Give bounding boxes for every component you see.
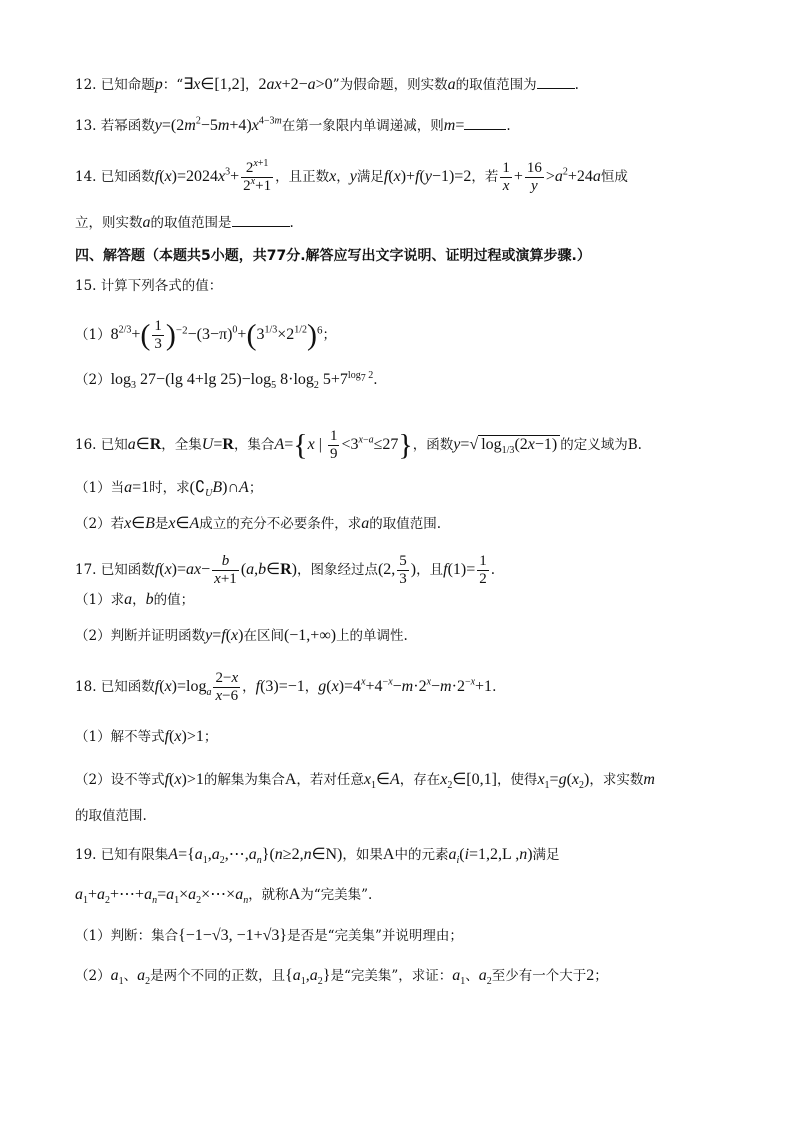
question-18-part1: （1）解不等式f(x)>1； bbox=[75, 728, 218, 745]
question-19: 19. 已知有限集$A=\{a_1,a_2,\cdots,a_n\}(n\ge 2,n\in N)$，如果A中的元素$a_i(i=1,2,L$ ,n)满足 bbox=[75, 846, 560, 867]
question-16-part1: （1）当a=1时，求$(∁_UB)\cap A$； bbox=[75, 479, 263, 500]
fraction: $\frac{2^{x+1}}{2^x+1}$ bbox=[243, 158, 272, 194]
answer-blank bbox=[464, 115, 506, 130]
inequality: 2ax+2−a>0 bbox=[258, 76, 333, 93]
question-12: 12. 已知命题p：“∃x∈[1,2]，2ax+2−a>0”为假命题，则实数a的取值范围为 . bbox=[75, 76, 579, 93]
question-15: 15. 计算下列各式的值： bbox=[75, 278, 223, 294]
power-function: $y=(2m^2-5m+4)x^{4-3m}$ bbox=[154, 115, 282, 134]
question-19-part1: （1）判断：集合{−1−√3, −1+√3}是否是“完美集”并说明理由； bbox=[75, 927, 463, 944]
question-18-part2: （2）设不等式f(x)>1的解集为集合A，若对任意$x_1\in A$，存在$x_2\in[0,1]$，使得$x_1=g(x_2)$，求实数m bbox=[75, 771, 655, 792]
set-A: A= bbox=[274, 436, 294, 453]
answer-blank bbox=[537, 74, 575, 89]
question-17-part1: （1）求a，b的值； bbox=[75, 591, 195, 608]
question-15-part2: $(2)\log_3$ 27−(lg 4+lg $25)-\log_5$ $8\cdot\log_2$ $5+7^{log_7 2}$. bbox=[75, 369, 378, 392]
section-title: 四、解答题（本题共5小题，共77分.解答应写出文字说明、证明过程或演算步骤.） bbox=[75, 248, 591, 264]
question-16: 16. 已知a∈R，全集U=R，集合A={x | $\frac{1}{9}$ $<3^{x-a}\le 27$}，函数y=√ $\log_{1/3}(2x-1)$ 的定义域为B. bbox=[75, 428, 642, 462]
exists-clause: ∃x∈[1,2] bbox=[183, 76, 245, 93]
question-14-cont: 立，则实数a的取值范围是 . bbox=[75, 214, 294, 231]
question-17-part2: （2）判断并证明函数y=f(x)在区间(−1,+∞)上的单调性. bbox=[75, 627, 408, 644]
question-15-part1: $(1)8^{2/3}+$( $\frac{1}{3}$ )$^{-2}-(3-\pi)^0+(3^{1/3}\times 2^{1/2})^6$； bbox=[75, 318, 337, 352]
question-19-def: $a_1+a_2+\cdots+a_n=a_1\times a_2\times\cdots\times a_n$，就称A为“完美集”. bbox=[75, 886, 373, 907]
function-y: y=√ $\log_{1/3}(2x-1)$ bbox=[453, 435, 560, 453]
answer-blank bbox=[232, 212, 290, 227]
question-16-part2: （2）若x∈B是x∈A成立的充分不必要条件，求a的取值范围. bbox=[75, 515, 442, 532]
question-19-part2: $(2)a_1$、$a_2$是两个不同的正数，且$\{a_1,a_2\}$是“完美集”，求证：$a_1$、$a_2$至少有一个大于2； bbox=[75, 967, 608, 988]
question-18-part2-cont: 的取值范围. bbox=[75, 808, 147, 824]
question-14: 14. 已知函数$f(x)=2024x^3+$ $\frac{2^{x+1}}{2^x+1}$ ，且正数x，y满足f(x)+f(y−1)=2，若 $\frac{1}{x}$ + $\frac{16}{y}$ $>a^2+24a$恒成 bbox=[75, 158, 628, 194]
question-18: 18. 已知函数$f(x)=\log_a$ $\frac{2-x}{x-6}$ ，f(3)=−1，$g(x)=4^x+4^{-x}-m\cdot 2^x-m\cdot 2^{-x}+1$. bbox=[75, 670, 497, 704]
question-13: 13. 若幂函数$y=(2m^2-5m+4)x^{4-3m}$在第一象限内单调递减，则m= . bbox=[75, 115, 511, 134]
question-17: 17. 已知函数f(x)=ax− $\frac{b}{x+1}$ (a,b∈R)，图象经过点(2, $\frac{5}{3}$ )，且f(1)= $\frac{1}{2}$ . bbox=[75, 553, 496, 587]
function-f: $f(x)=2024x^3+$ bbox=[154, 166, 240, 185]
